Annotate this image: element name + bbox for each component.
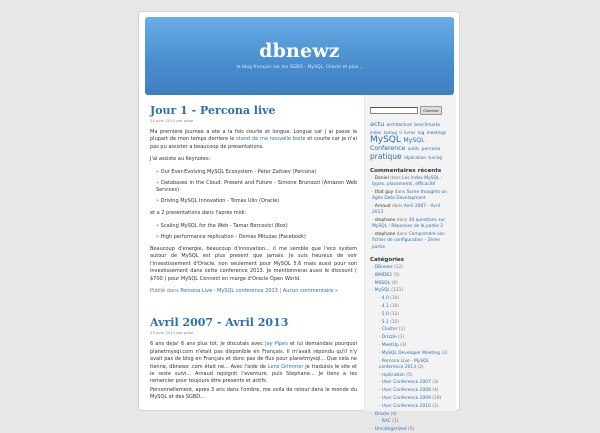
- post-title[interactable]: Jour 1 - Percona live: [150, 104, 276, 117]
- category-count: (12): [388, 311, 400, 317]
- subcategory-list: [372, 296, 452, 410]
- comments-link[interactable]: Aucun commentaire »: [282, 288, 338, 294]
- text: Ma premiere journee a ete a la fois courte et longue. Longue car j ai passe la plupart de mon temps derriere le: [150, 129, 357, 143]
- subcategory-list: [372, 419, 452, 425]
- category-count: (4): [389, 411, 397, 417]
- comment-post-link[interactable]: Les index MySQL : types, placements, efficacité: [372, 176, 443, 188]
- category-link[interactable]: User Conference 2010: [381, 403, 431, 409]
- recent-comments-title: Commentaires récents: [370, 168, 442, 174]
- category-count: (1): [397, 327, 406, 333]
- category-count: (3): [430, 380, 439, 386]
- recent-comments-list: [370, 176, 452, 251]
- post-footer: [150, 288, 357, 295]
- blog-title[interactable]: dbnewz: [259, 40, 340, 62]
- post-paragraph: J'ai assiste au Keynotes:: [150, 156, 211, 163]
- tag-link[interactable]: pratique: [370, 152, 402, 161]
- category-count: (4): [430, 388, 439, 394]
- comment-author: Arnaud: [374, 204, 391, 210]
- tag-link[interactable]: benchmarks: [414, 122, 441, 127]
- category-item: [379, 312, 452, 318]
- category-count: (131): [389, 288, 404, 294]
- category-link[interactable]: MySQL Developer Meeting: [381, 350, 440, 356]
- category-count: (3): [398, 342, 407, 348]
- category-count: (10): [388, 296, 400, 302]
- comment-post-link[interactable]: Avril 2007 - Avril 2013: [372, 204, 441, 216]
- tag-link[interactable]: MySQL Conference: [370, 137, 425, 152]
- sidebar: [364, 95, 456, 433]
- post-link[interactable]: Jay Pipes: [265, 341, 288, 348]
- category-link[interactable]: Percona Live - MySQL conference 2013: [379, 358, 430, 370]
- post-title[interactable]: Avril 2007 - Avril 2013: [150, 316, 289, 330]
- category-count: (1): [396, 335, 405, 341]
- category-item: [379, 327, 452, 333]
- category-item: [372, 288, 452, 410]
- category-link[interactable]: Oracle: [374, 411, 390, 417]
- post-paragraph: et a 2 presentations dans l'apres midi:: [150, 210, 247, 217]
- category-item: [379, 396, 452, 402]
- list-item: » Databases in the Cloud: Present and Future - Simone Brunozzi (Amazon Web Services): [156, 180, 357, 195]
- separator: dans: [393, 190, 407, 196]
- list-item: » Driving MySQL Innovation - Tomas Ulin (Oracle): [156, 198, 357, 205]
- category-count: (4): [390, 280, 398, 286]
- category-item: [379, 380, 452, 386]
- category-link[interactable]: RAC: [381, 419, 391, 425]
- recent-comment-item: [372, 218, 452, 230]
- category-link[interactable]: User Conference 2008: [381, 388, 431, 394]
- category-item: [379, 335, 452, 341]
- post-paragraph: [150, 129, 357, 151]
- recent-comment-item: [372, 190, 452, 202]
- category-link[interactable]: 5.0: [381, 311, 389, 317]
- tag-cloud: [370, 121, 452, 162]
- post-link[interactable]: stand de ma nouvelle boite: [236, 136, 306, 143]
- text: Publié dans: [150, 288, 181, 294]
- category-item: [372, 265, 452, 271]
- separator: dans: [390, 204, 404, 210]
- presentation-list: [150, 223, 357, 241]
- tag-link[interactable]: percona: [421, 147, 441, 152]
- comment-post-link[interactable]: 30 questions sur MySQL : Réponses de la partie 2: [372, 218, 446, 230]
- category-item: [372, 427, 452, 433]
- categories-list: [370, 265, 452, 433]
- comment-author: that guy: [374, 190, 394, 196]
- blog-header: [145, 17, 454, 95]
- category-item: [379, 419, 452, 425]
- tag-link[interactable]: actu: [370, 120, 385, 128]
- categories-title: Catégories: [370, 256, 404, 263]
- tag-link[interactable]: li: [399, 130, 402, 135]
- keynote-list: [150, 169, 357, 206]
- list-item: » Our Ever-Evolving MySQL Ecosystem - Peter Zaitsev (Percona): [156, 169, 357, 176]
- category-link[interactable]: MSSQL: [374, 280, 391, 286]
- category-count: (19): [430, 395, 442, 401]
- comment-post-link[interactable]: Some thoughts on Agile Data Development: [372, 190, 447, 202]
- recent-comment-item: [372, 204, 452, 216]
- category-count: (5): [406, 427, 415, 433]
- search-button[interactable]: Chercher: [420, 106, 442, 115]
- tag-link[interactable]: outils: [407, 146, 420, 151]
- category-count: (1): [390, 419, 399, 425]
- tag-link[interactable]: lug: [417, 130, 425, 135]
- recent-comment-item: [372, 176, 452, 188]
- category-count: (5): [404, 372, 413, 378]
- category-item: [379, 359, 452, 371]
- tag-link[interactable]: tuning: [428, 155, 442, 160]
- category-item: [379, 373, 452, 379]
- recent-comment-item: [372, 232, 452, 251]
- tag-link[interactable]: lamug: [383, 130, 397, 135]
- category-count: (12): [392, 265, 403, 271]
- separator: dans: [395, 232, 409, 238]
- list-item: » Scaling MySQL for the Web - Tamar Bercovici (Box): [156, 223, 357, 230]
- category-link[interactable]: replication: [381, 372, 405, 378]
- category-link[interactable]: 4.1: [381, 304, 389, 309]
- category-count: (5): [392, 272, 400, 278]
- post: [150, 105, 357, 295]
- post-paragraph: Beaucoup d'energie, beaucoup d'innovation... il me semble que l'eco system autour de MySQL est plus present que jamais. Je suis heureux de voir l'investissement d'Oracle, non seulement pour MySQL 5.6 mais aussi pour son investissement dans cette conference 2013. Je mentionnerai aussi le discount ( $700 ) pour MySQL Connect en marge d'Oracle Open World.: [150, 245, 357, 282]
- main-content: [150, 105, 357, 407]
- tag-link[interactable]: architecture: [386, 122, 412, 127]
- separator: dans: [388, 176, 403, 182]
- page-wrapper: [138, 11, 460, 433]
- category-link[interactable]: 4.0: [381, 296, 389, 302]
- category-link[interactable]: DBnewz: [374, 265, 393, 271]
- category-count: (15): [388, 319, 400, 325]
- post-meta: 24 avril 2013 par pdxe: [150, 118, 194, 123]
- category-item: [379, 320, 452, 326]
- tag-link[interactable]: meetings: [426, 130, 447, 135]
- post: [150, 317, 357, 401]
- category-count: (10): [388, 304, 400, 309]
- post-paragraph: Personnellement, apres 3 ans dans l'ombre, me voila de retour dans le monde du MySQL et des SGBD...: [150, 386, 357, 401]
- category-item: [379, 351, 452, 357]
- category-item: [372, 281, 452, 287]
- category-link[interactable]: Drizzle: [381, 335, 397, 341]
- tag-link[interactable]: livres: [404, 130, 416, 135]
- search-form: [370, 106, 452, 115]
- category-item: [379, 404, 452, 410]
- category-item: [372, 273, 452, 279]
- comment-author: stephane: [374, 232, 396, 238]
- category-item: [379, 304, 452, 310]
- post-paragraph: [150, 341, 357, 385]
- category-count: (2): [416, 364, 424, 370]
- category-link[interactable]: User Conference 2009: [381, 395, 431, 401]
- category-link[interactable]: MeetUp: [381, 342, 399, 348]
- category-count: (2): [430, 403, 439, 409]
- text: 6 ans deja! 6 ans plus tot, je discutais avec: [150, 341, 266, 348]
- text: et lui demandais pourquoi planetmysql.com n'était pas disponible en Français. Il m'avait répondu qu'il n'y avait pas de blog en Français et donc pas de flux pour planetmysql... Que cela ne tienne, dbnewz .com était né... Avec l'aide de: [150, 341, 357, 370]
- search-input[interactable]: [370, 107, 418, 114]
- post-meta: 23 avril 2013 par pdxe: [150, 330, 194, 336]
- comment-author: stephane: [374, 218, 396, 224]
- category-link[interactable]: Cluster: [381, 327, 398, 333]
- category-link[interactable]: Percona Live - MySQL conference 2013: [180, 288, 278, 294]
- category-count: (3): [439, 350, 448, 356]
- category-item: [379, 388, 452, 394]
- separator: |: [277, 288, 283, 294]
- text: je traduisis le site et le reste suivi... Arnaud rejoignit l'aventure, puis Stephane... Je tiens a les remercier pour toujours être presents et actifs.: [150, 363, 358, 385]
- category-item: [372, 412, 452, 426]
- tag-link[interactable]: réplication: [404, 155, 427, 160]
- category-link[interactable]: IBMDB2: [374, 272, 393, 278]
- category-link[interactable]: User Conference 2007: [381, 380, 431, 386]
- category-item: [379, 296, 452, 302]
- category-link[interactable]: 5.1: [381, 319, 389, 325]
- text: et courte car je n'ai pas pu assister a beaucoup de presentations.: [150, 136, 357, 150]
- category-link[interactable]: MySQL: [374, 288, 390, 294]
- separator: dans: [395, 218, 409, 224]
- category-link[interactable]: Uncategorized: [374, 427, 407, 433]
- category-item: [379, 343, 452, 349]
- tag-link[interactable]: index: [370, 130, 382, 135]
- tag-link[interactable]: MySQL: [370, 135, 401, 145]
- comment-post-link[interactable]: Comprendre son fichier de configuration - 2ème partie: [372, 232, 445, 250]
- list-item: » High performance replication - Domas Mituzas (Facebook): [156, 234, 357, 241]
- blog-description: le blog français sur les SGBD - MySQL, Oracle et plus...: [236, 65, 363, 70]
- comment-author: Daniel: [374, 176, 389, 182]
- post-link[interactable]: Lenz Grimmer: [267, 363, 304, 370]
